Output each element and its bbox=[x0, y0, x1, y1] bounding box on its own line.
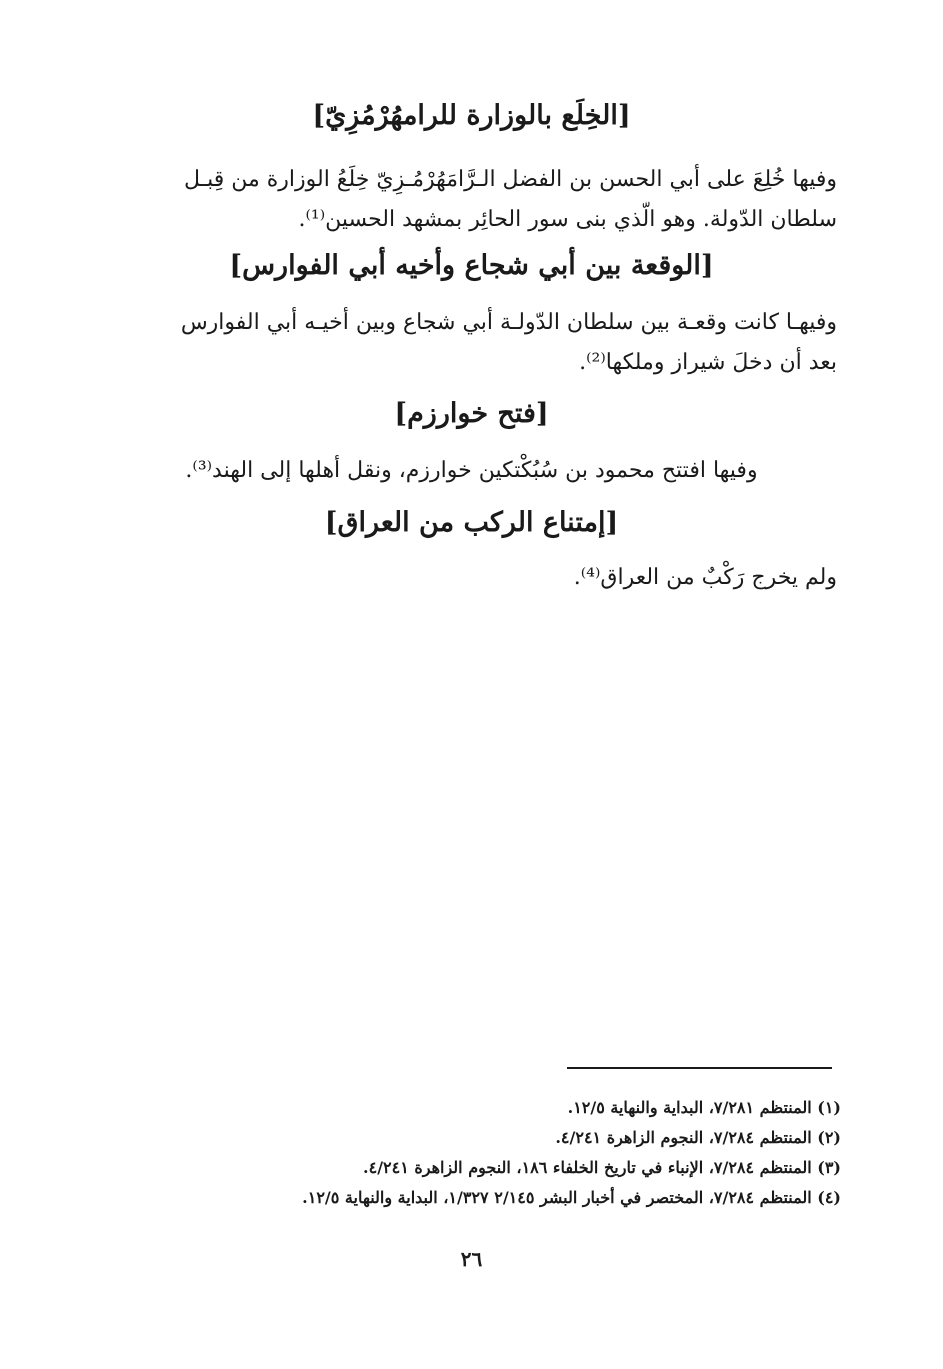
paragraph-line: ولم يخرج رَكْبٌ من العراق⁽⁴⁾. bbox=[573, 565, 837, 590]
section-paragraph bbox=[112, 160, 837, 240]
footnote: (١) المنتظم ٧/٢٨١، البداية والنهاية ١٢/٥. bbox=[567, 1098, 841, 1117]
paragraph-line: وفيها افتتح محمود بن سُبُكْتكين خوارزم، ونقل أهلها إلى الهند⁽³⁾. bbox=[185, 458, 758, 483]
section-heading: [الخِلَع بالوزارة للرامهُرْمُزِيّ] bbox=[312, 100, 631, 131]
footnote: (٣) المنتظم ٧/٢٨٤، الإنباء في تاريخ الخلفاء ١٨٦، النجوم الزاهرة ٤/٢٤١. bbox=[363, 1158, 841, 1177]
page-number: ٢٦ bbox=[460, 1247, 483, 1271]
footnote-separator bbox=[567, 1067, 832, 1069]
paragraph-line: وفيهـا كانت وقعـة بين سلطان الدّولـة أبي شجاع وبين أخيـه أبي الفوارس bbox=[180, 310, 837, 335]
footnote: (٢) المنتظم ٧/٢٨٤، النجوم الزاهرة ٤/٢٤١. bbox=[555, 1128, 841, 1147]
section-heading: [إمتناع الركب من العراق] bbox=[324, 507, 619, 538]
footnotes bbox=[141, 1093, 841, 1213]
paragraph-line: سلطان الدّولة. وهو الّذي بنى سور الحائِر بمشهد الحسين⁽¹⁾. bbox=[298, 207, 837, 232]
paragraph-line: وفيها خُلِعَ على أبي الحسن بن الفضل الـرَّامَهُرْمُـزِيّ خِلَعُ الوزارة من قِبـل bbox=[183, 167, 837, 192]
section-paragraph bbox=[112, 558, 837, 598]
section-paragraph bbox=[0, 451, 943, 491]
section-heading: [الوقعة بين أبي شجاع وأخيه أبي الفوارس] bbox=[229, 250, 714, 281]
section-heading: [فتح خوارزم] bbox=[394, 398, 549, 429]
section-paragraph bbox=[112, 303, 837, 383]
paragraph-line: بعد أن دخلَ شيراز وملكها⁽²⁾. bbox=[579, 350, 837, 375]
footnote: (٤) المنتظم ٧/٢٨٤، المختصر في أخبار البشر ٢/١٤٥ ١/٣٢٧، البداية والنهاية ١٢/٥. bbox=[302, 1188, 841, 1207]
